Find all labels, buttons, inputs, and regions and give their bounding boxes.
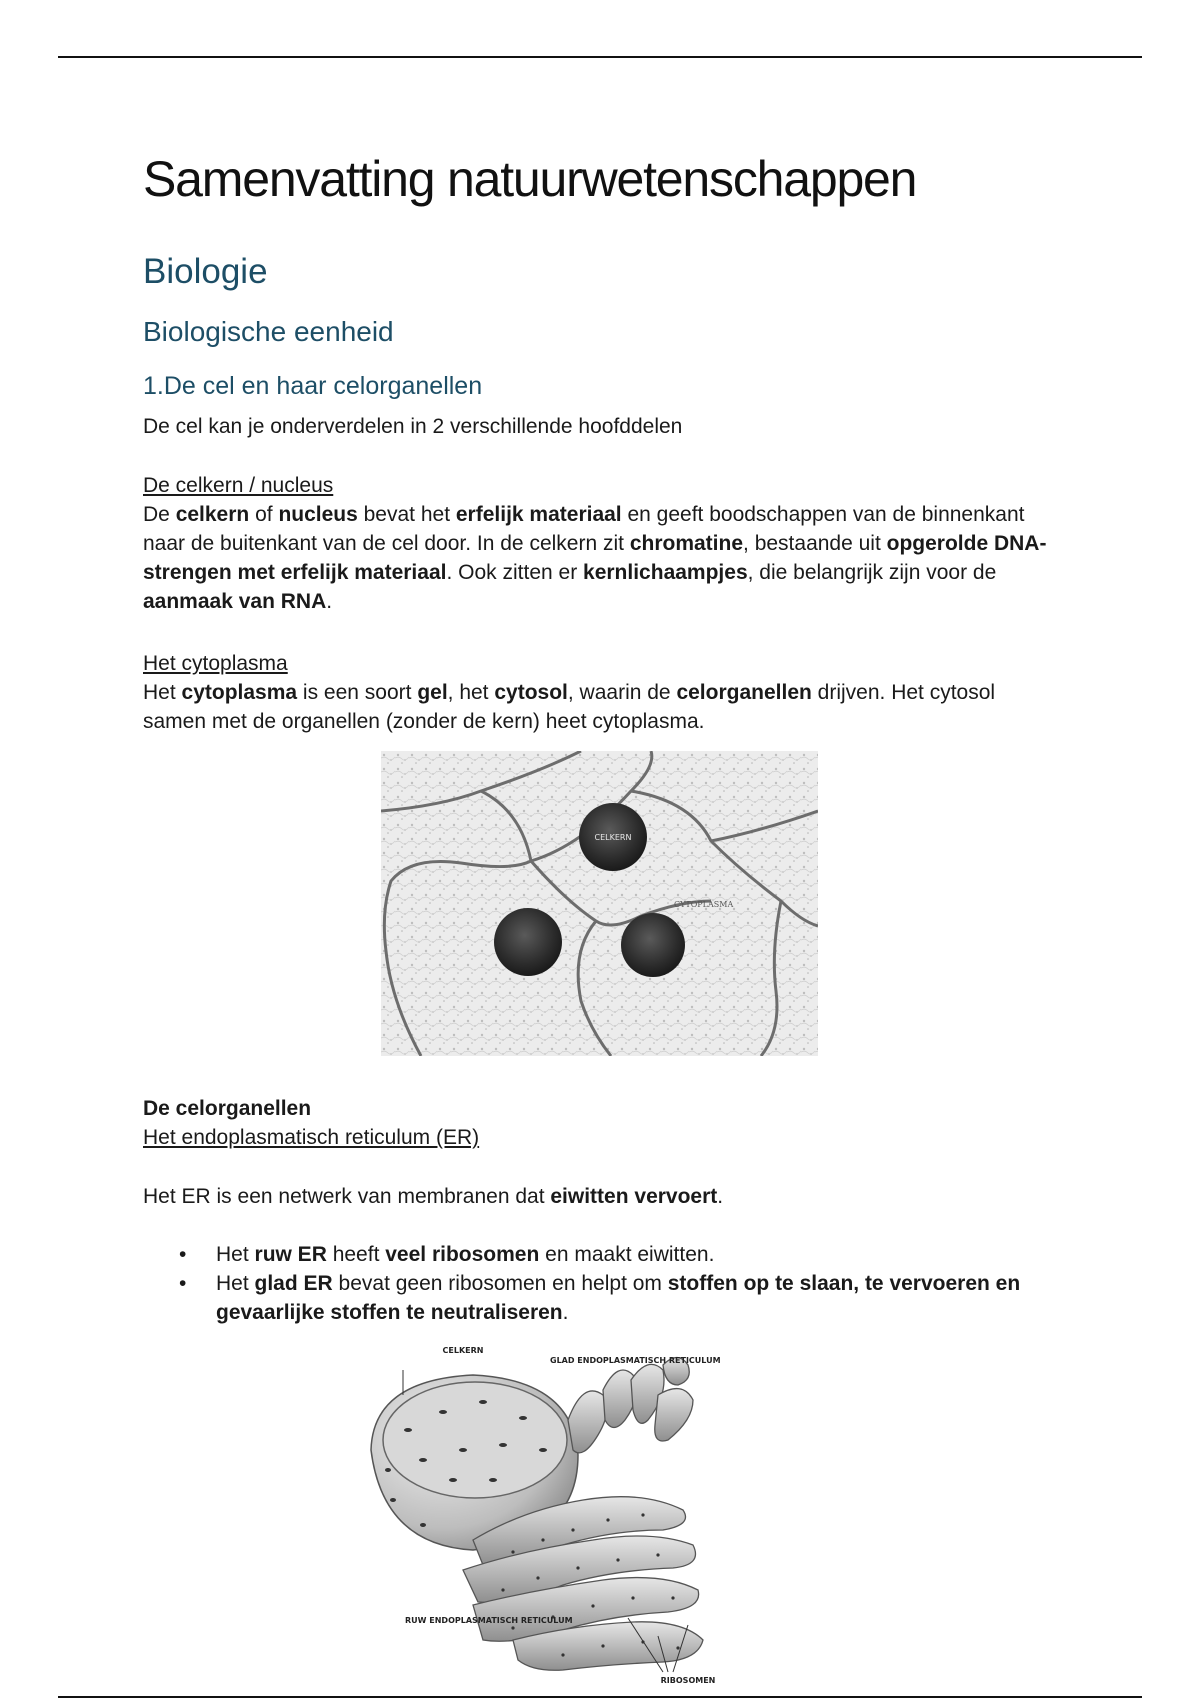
heading-biologische-eenheid: Biologische eenheid	[143, 316, 394, 347]
er-illustration-image	[363, 1340, 748, 1688]
label-celkern-fig2: CELKERN	[442, 1346, 484, 1355]
label-celkern: CELKERN	[594, 833, 632, 842]
heading-cel-celorganellen: 1.De cel en haar celorganellen	[143, 372, 483, 400]
header-rule	[58, 56, 1142, 58]
label-glad-er: GLAD ENDOPLASMATISCH RETICULUM	[550, 1356, 721, 1365]
document-title: Samenvatting natuurwetenschappen	[143, 151, 917, 207]
cell-nucleus-right	[621, 913, 685, 977]
footer-rule	[58, 1696, 1142, 1698]
micrograph-background	[381, 751, 818, 1056]
label-cytoplasma: CYTOPLASMA	[674, 900, 734, 909]
nucleus-heading: De celkern / nucleus	[143, 474, 334, 497]
er-bullet-list	[143, 1240, 1043, 1327]
nucleus-paragraph: De celkern of nucleus bevat het erfelijk materiaal en geeft boodschappen van de binnenkant naar de buitenkant van de cel door. In de celkern zit chromatine, bestaande uit opgerolde DNA-strengen met erfelijk materiaal. Ook zitten er kernlichaampjes, die belangrijk zijn voor de aanmaak van RNA.	[143, 503, 1047, 613]
cell-nucleus-left	[494, 908, 562, 976]
cytoplasm-paragraph: Het cytoplasma is een soort gel, het cytosol, waarin de celorganellen drijven. Het cytosol samen met de organellen (zonder de kern) heet cytoplasma.	[143, 681, 996, 733]
smooth-er	[568, 1358, 693, 1453]
organelles-heading: De celorganellen	[143, 1097, 312, 1120]
cytoplasm-heading: Het cytoplasma	[143, 652, 288, 675]
label-ribosomen: RIBOSOMEN	[660, 1676, 716, 1685]
list-item: • Het glad ER bevat geen ribosomen en helpt om stoffen op te slaan, te vervoeren en gevaarlijke stoffen te neutraliseren.	[143, 1269, 1043, 1327]
er-paragraph: Het ER is een netwerk van membranen dat eiwitten vervoert.	[143, 1185, 724, 1208]
cell-micrograph-image	[381, 751, 818, 1056]
intro-paragraph: De cel kan je onderverdelen in 2 verschillende hoofddelen	[143, 415, 683, 438]
heading-biologie: Biologie	[143, 252, 268, 291]
er-heading: Het endoplasmatisch reticulum (ER)	[143, 1126, 480, 1149]
list-item: • Het ruw ER heeft veel ribosomen en maakt eiwitten.	[143, 1240, 1043, 1269]
label-ruw-er: RUW ENDOPLASMATISCH RETICULUM	[405, 1616, 573, 1625]
